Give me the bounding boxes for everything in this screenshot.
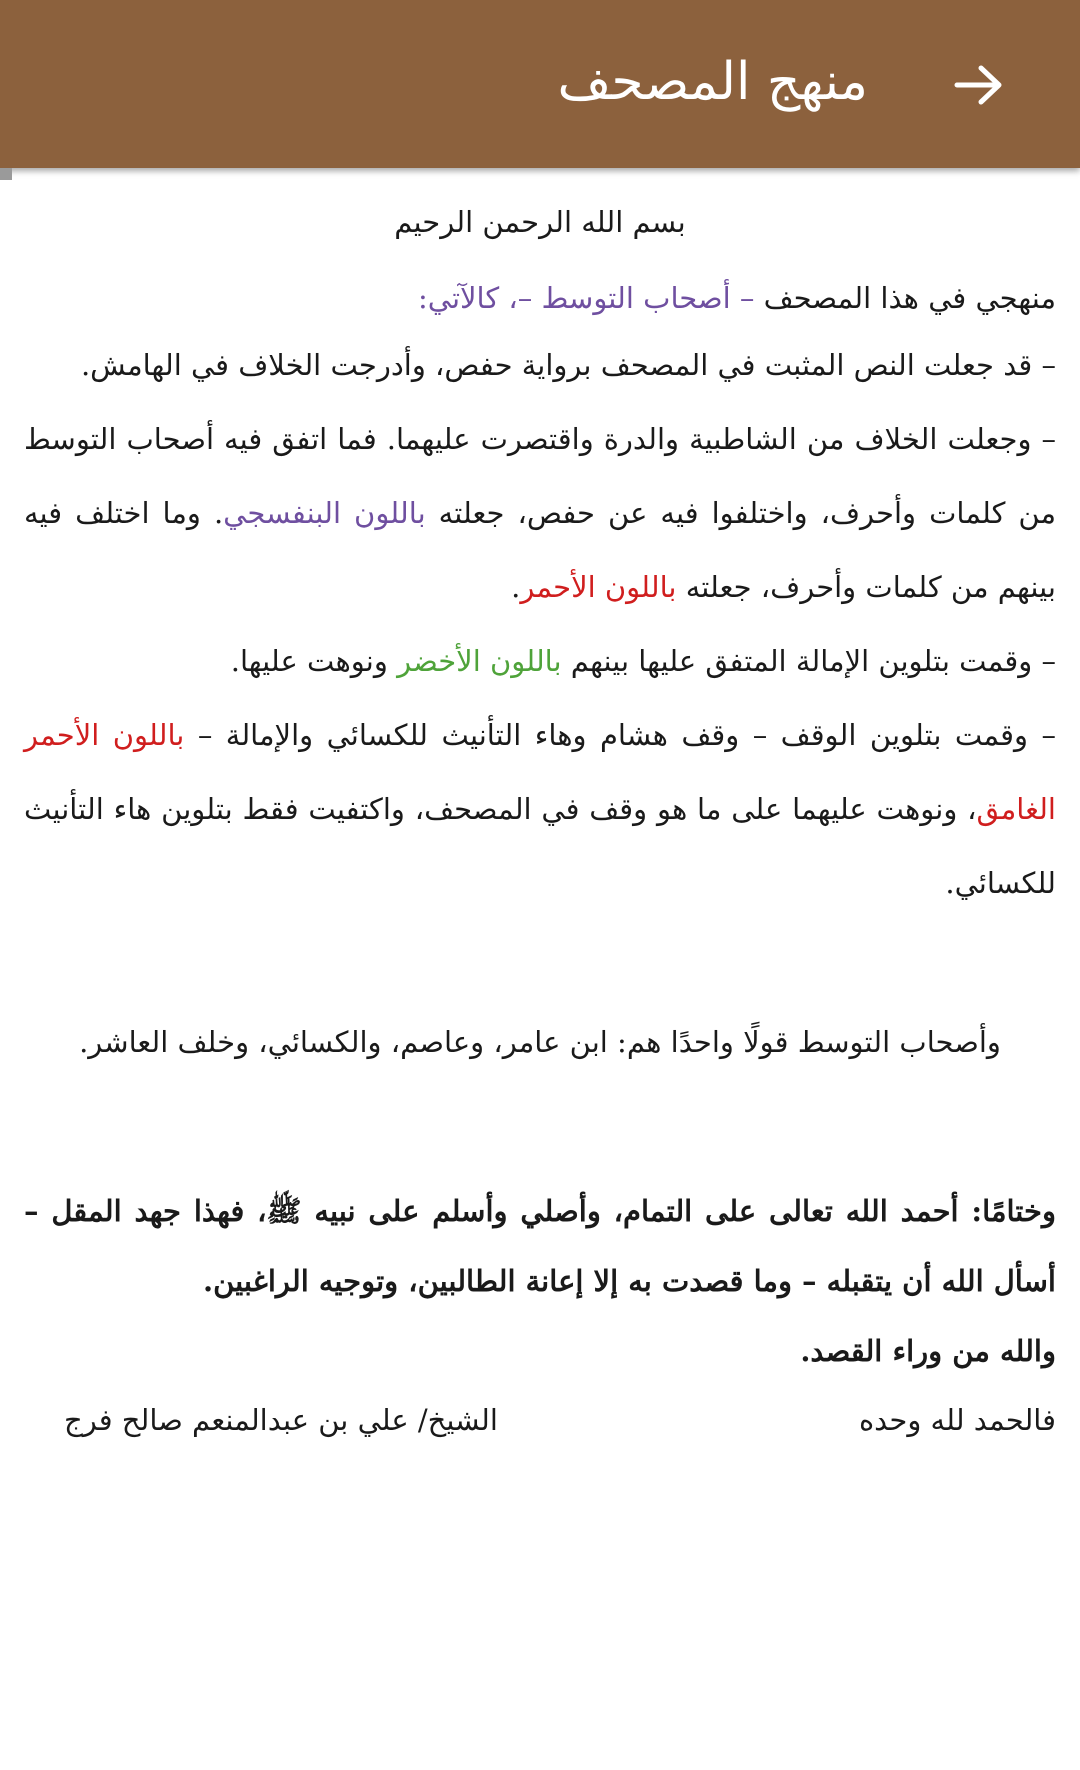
scroll-indicator	[0, 168, 12, 180]
p2-text-e: .	[511, 570, 521, 604]
rule-paragraph-2	[24, 402, 1056, 624]
page-title: منهج المصحف	[557, 52, 868, 112]
closing-paragraph: وختامًا: أحمد الله تعالى على التمام، وأصلي وأسلم على نبيه ﷺ، فهذا جهد المقل – أسأل الله أن يتقبله – وما قصدت به إلا إعانة الطالبين، وتوجيه الراغبين.	[24, 1194, 1056, 1298]
arrow-icon	[953, 63, 1005, 107]
green-color-label: باللون الأخضر	[397, 644, 562, 678]
rule-paragraph-1: – قد جعلت النص المثبت في المصحف برواية حفص، وأدرجت الخلاف في الهامش.	[80, 348, 1056, 382]
readers-paragraph: وأصحاب التوسط قولًا واحدًا هم: ابن عامر، وعاصم، والكسائي، وخلف العاشر.	[79, 1025, 1001, 1059]
document-body	[24, 188, 1056, 1450]
intro-paragraph	[24, 268, 1056, 328]
rule-paragraph-3	[24, 624, 1056, 698]
back-button[interactable]	[944, 50, 1014, 120]
dark-red-color-label: باللون الأحمر الغامق	[24, 718, 1056, 826]
signature-row	[24, 1390, 1056, 1450]
final-line: والله من وراء القصد.	[800, 1334, 1056, 1368]
signature: الشيخ/ علي بن عبدالمنعم صالح فرج	[64, 1403, 498, 1437]
p4-text-c: ، ونوهت عليهما على ما هو وقف في المصحف، واكتفيت فقط بتلوين هاء التأنيث للكسائي.	[24, 792, 1056, 900]
rule-paragraph-4	[24, 698, 1056, 920]
spacer	[24, 1072, 1056, 1176]
p2-text-c: . وما اختلف فيه بينهم من كلمات وأحرف، جعلته	[24, 496, 1056, 604]
p3-text-c: ونوهت عليها.	[230, 644, 398, 678]
p2-text-a: – وجعلت الخلاف من الشاطبية والدرة واقتصرت عليهما. فما اتفق فيه أصحاب التوسط من كلمات وأحرف، واختلفوا فيه عن حفص، جعلته	[24, 422, 1057, 530]
p3-text-a: – وقمت بتلوين الإمالة المتفق عليها بينهم	[561, 644, 1056, 678]
praise-text: فالحمد لله وحده	[858, 1403, 1056, 1437]
spacer	[24, 920, 1056, 1012]
purple-color-label: باللون البنفسجي	[223, 496, 426, 530]
p4-text-a: – وقمت بتلوين الوقف – وقف هشام وهاء التأنيث للكسائي والإمالة –	[184, 718, 1056, 752]
intro-highlight: – أصحاب التوسط –، كالآتي:	[418, 281, 755, 315]
red-color-label: باللون الأحمر	[520, 570, 677, 604]
app-bar	[0, 0, 1080, 168]
intro-text: منهجي في هذا المصحف	[754, 281, 1056, 315]
basmala: بسم الله الرحمن الرحيم	[394, 205, 686, 239]
